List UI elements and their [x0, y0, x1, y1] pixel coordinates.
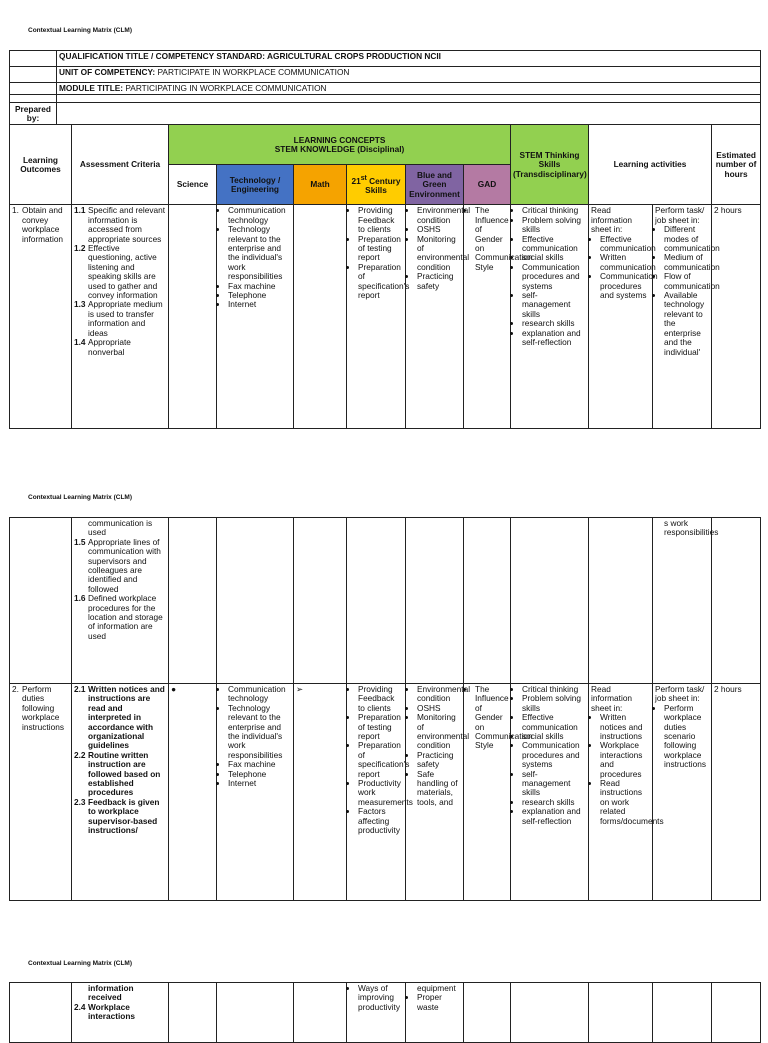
- module-title: MODULE TITLE: PARTICIPATING IN WORKPLACE COMMUNICATION: [57, 83, 761, 95]
- header-learning-activities: Learning activities: [589, 125, 712, 205]
- technology-1: • Communication technology • Technology relevant to the enterprise and the individual's work responsibilities • Fax machine • Telephone • Internet: [217, 205, 294, 429]
- page-header: Contextual Learning Matrix (CLM): [28, 27, 133, 34]
- prepared-by-value: [57, 103, 761, 125]
- clm-table-page2: [9, 517, 761, 901]
- header-stem-thinking: STEM Thinking Skills (Transdisciplinary): [511, 125, 589, 205]
- qualification-title: QUALIFICATION TITLE / COMPETENCY STANDARD: AGRICULTURAL CROPS PRODUCTION NCII: [57, 51, 761, 67]
- header-math: Math: [294, 165, 347, 205]
- header-technology: Technology / Engineering: [217, 165, 294, 205]
- math-2: [294, 684, 347, 901]
- page-header: Contextual Learning Matrix (CLM): [28, 960, 133, 967]
- blank-cell: [10, 51, 57, 67]
- gad-2: • The Influence of Gender on Communication Style: [464, 684, 511, 901]
- header-learning-concepts: LEARNING CONCEPTS STEM KNOWLEDGE (Disciplinal): [169, 125, 511, 165]
- stem-thinking-2: • Critical thinking • Problem solving skills • Effective communication • social skills • Communication procedures and systems • self-management skills • research skills • explanation and self-reflection: [511, 684, 589, 901]
- activities-perform-1-cont: s work responsibilities: [653, 518, 712, 684]
- header-hours: Estimated number of hours: [712, 125, 761, 205]
- page-header: Contextual Learning Matrix (CLM): [28, 494, 133, 501]
- technology-2: • Communication technology • Technology relevant to the enterprise and the individual's work responsibilities • Fax machine • Telephone • Internet: [217, 684, 294, 901]
- criteria-1: 1.1 Specific and relevant information is accessed from appropriate sources 1.2 Effective questioning, active listening and speaking skills are used to gather and convey information 1.3 Appropriate medium is used to transfer information and ideas 1.4 Appropriate nonverbal: [72, 205, 169, 429]
- science-1: [169, 205, 217, 429]
- clm-table-page1: [9, 50, 761, 429]
- science-2: ●: [169, 684, 217, 901]
- blue-green-2: • Environmental condition • OSHS • Monitoring of environmental condition • Practicing safety • Safe handling of materials, tools, and: [406, 684, 464, 901]
- unit-of-competency: UNIT OF COMPETENCY: PARTICIPATE IN WORKPLACE COMMUNICATION: [57, 67, 761, 83]
- blue-green-2-cont: equipment • Proper waste: [406, 983, 464, 1043]
- clm-table-page3: [9, 982, 761, 1043]
- activities-perform-2: Perform task/ job sheet in: • Perform workplace duties scenario following workplace instructions: [653, 684, 712, 901]
- header-outcomes: Learning Outcomes: [10, 125, 72, 205]
- criteria-2-cont: information received 2.4 Workplace interactions: [72, 983, 169, 1043]
- century-skills-1: • Providing Feedback to clients • Preparation of testing report • Preparation of specification's report: [347, 205, 406, 429]
- outcome-1: 1. Obtain and convey workplace information: [10, 205, 72, 429]
- header-gad: GAD: [464, 165, 511, 205]
- century-skills-2: • Providing Feedback to clients • Preparation of testing report • Preparation of specification's report • Productivity work measurements • Factors affecting productivity: [347, 684, 406, 901]
- header-blue-green: Blue and Green Environment: [406, 165, 464, 205]
- hours-1: 2 hours: [712, 205, 761, 429]
- prepared-by-label: Prepared by:: [10, 103, 57, 125]
- outcome-2: 2. Perform duties following workplace instructions: [10, 684, 72, 901]
- arrow-bullet-icon: ➢: [296, 684, 303, 694]
- activities-read-2: Read information sheet in: • Written notices and instructions • Workplace interactions and procedures • Read instructions on work related forms/documents: [589, 684, 653, 901]
- century-skills-2-cont: • Ways of improving productivity: [347, 983, 406, 1043]
- header-science: Science: [169, 165, 217, 205]
- header-21st-century: 21st Century Skills: [347, 165, 406, 205]
- criteria-1-cont: communication is used 1.5 Appropriate lines of communication with supervisors and colleagues are identified and followed 1.6 Defined workplace procedures for the location and storage of information are used: [72, 518, 169, 684]
- activities-perform-1: Perform task/ job sheet in: • Different modes of communication • Medium of communication • Flow of communication • Available technology relevant to the enterprise and the individual': [653, 205, 712, 429]
- math-1: [294, 205, 347, 429]
- header-criteria: Assessment Criteria: [72, 125, 169, 205]
- stem-thinking-1: • Critical thinking • Problem solving skills • Effective communication • social skills • Communication procedures and systems • self-management skills • research skills • explanation and self-reflection: [511, 205, 589, 429]
- gad-1: • The Influence of Gender on Communication Style: [464, 205, 511, 429]
- blue-green-1: • Environmental condition • OSHS • Monitoring of environmental condition • Practicing safety: [406, 205, 464, 429]
- activities-read-1: Read information sheet in: • Effective communication • Written communication • Communication procedures and systems: [589, 205, 653, 429]
- criteria-2: 2.1 Written notices and instructions are read and interpreted in accordance with organizational guidelines 2.2 Routine written instruction are followed based on established procedures 2.3 Feedback is given to workplace supervisor-based instructions/: [72, 684, 169, 901]
- hours-2: 2 hours: [712, 684, 761, 901]
